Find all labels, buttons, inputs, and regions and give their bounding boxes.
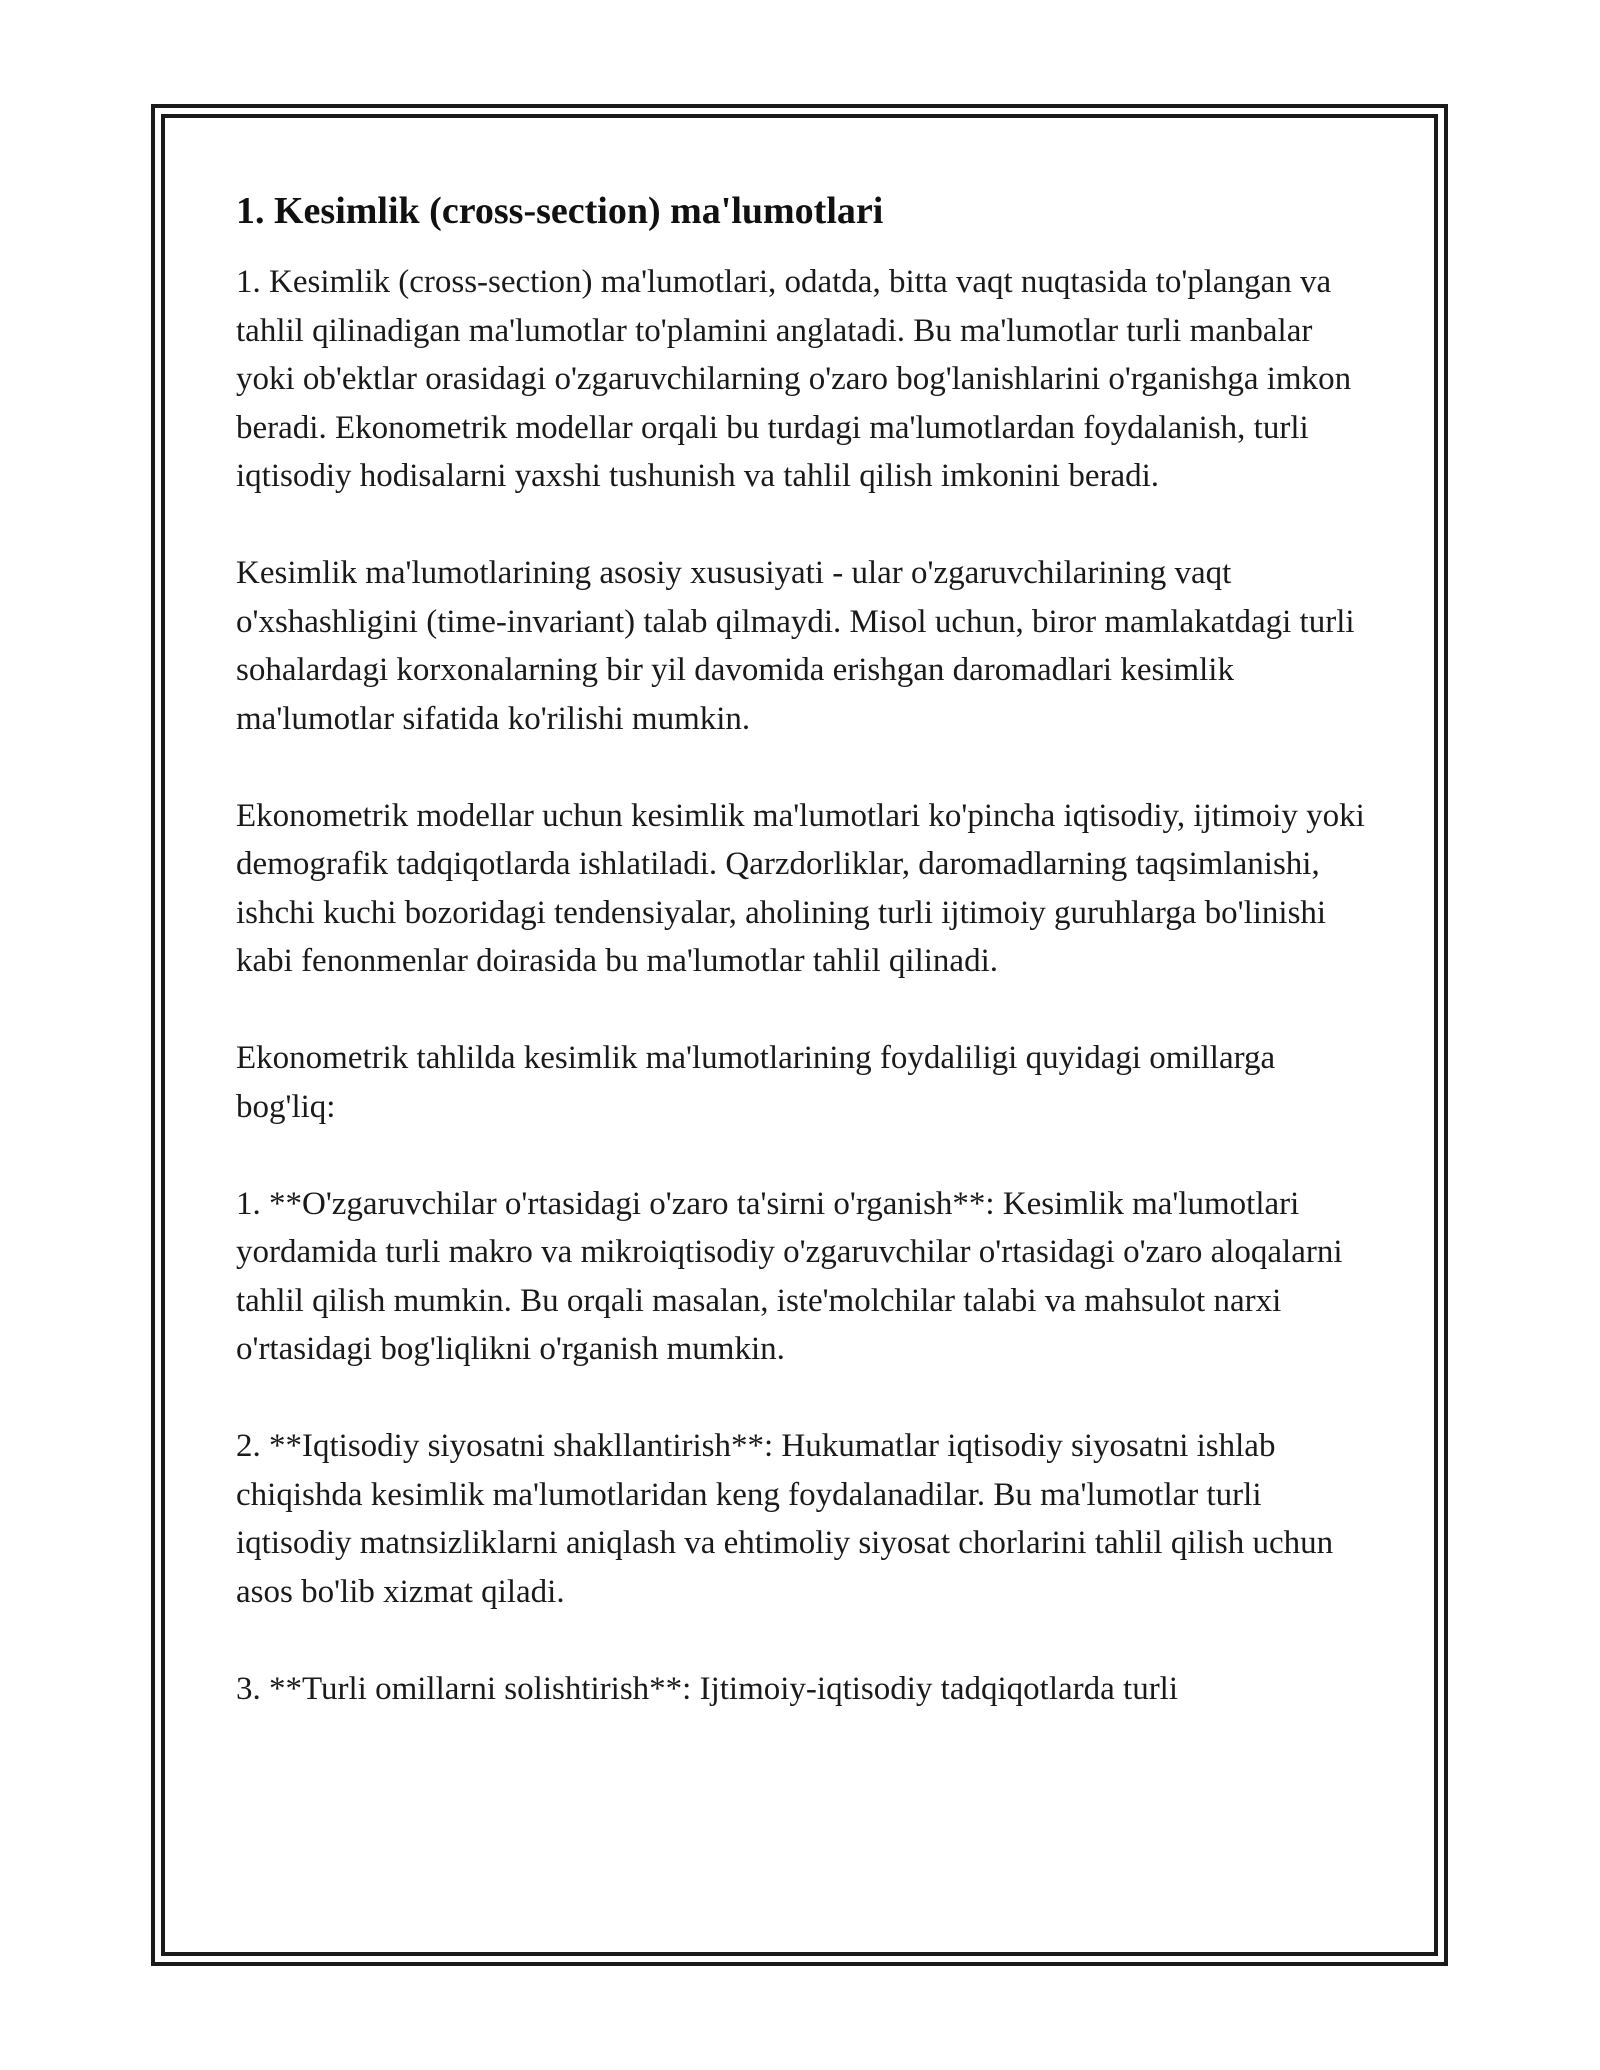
list-item-1: 1. **O'zgaruvchilar o'rtasidagi o'zaro ta'sirni o'rganish**: Kesimlik ma'lumotlari yordamida turli makro va mikroiqtisodiy o'zgaruvchilar o'rtasidagi o'zaro aloqalarni tahlil qilish mumkin. Bu orqali masalan, iste'molchilar talabi va mahsulot narxi o'rtasidagi bog'liqlikni o'rganish mumkin. — [236, 1185, 1343, 1367]
paragraph-intro: 1. Kesimlik (cross-section) ma'lumotlari, odatda, bitta vaqt nuqtasida to'plangan va tahlil qilinadigan ma'lumotlar to'plamini anglatadi. Bu ma'lumotlar turli manbalar yoki ob'ektlar orasidagi o'zgaruvchilarning o'zaro bog'lanishlarini o'rganishga imkon beradi. Ekonometrik modellar orqali bu turdagi ma'lumotlardan foydalanish, turli iqtisodiy hodisalarni yaxshi tushunish va tahlil qilish imkonini beradi. — [236, 264, 1352, 494]
list-item-2: 2. **Iqtisodiy siyosatni shakllantirish**: Hukumatlar iqtisodiy siyosatni ishlab chiqishda kesimlik ma'lumotlaridan keng foydalanadilar. Bu ma'lumotlar turli iqtisodiy matnsizliklarni aniqlash va ehtimoliy siyosat chorlarini tahlil qilish uchun asos bo'lib xizmat qiladi. — [236, 1428, 1334, 1610]
paragraph-usage: Ekonometrik modellar uchun kesimlik ma'lumotlari ko'pincha iqtisodiy, ijtimoiy yoki demografik tadqiqotlarda ishlatiladi. Qarzdorliklar, daromadlarning taqsimlanishi, ishchi kuchi bozoridagi tendensiyalar, aholining turli ijtimoiy guruhlarga bo'linishi kabi fenonmenlar doirasida bu ma'lumotlar tahlil qilinadi. — [236, 797, 1365, 979]
document-body — [236, 186, 1366, 1713]
list-item-3: 3. **Turli omillarni solishtirish**: Ijtimoiy-iqtisodiy tadqiqotlarda turli — [236, 1670, 1179, 1707]
section-heading: 1. Kesimlik (cross-section) ma'lumotlari — [236, 190, 884, 232]
paragraph-main-feature: Kesimlik ma'lumotlarining asosiy xususiyati - ular o'zgaruvchilarining vaqt o'xshashligini (time-invariant) talab qilmaydi. Misol uchun, biror mamlakatdagi turli sohalardagi korxonalarning bir yil davomida erishgan daromadlari kesimlik ma'lumotlar sifatida ko'rilishi mumkin. — [236, 555, 1355, 737]
paragraph-usefulness-intro: Ekonometrik tahlilda kesimlik ma'lumotlarining foydaliligi quyidagi omillarga bog'liq: — [236, 1040, 1276, 1125]
